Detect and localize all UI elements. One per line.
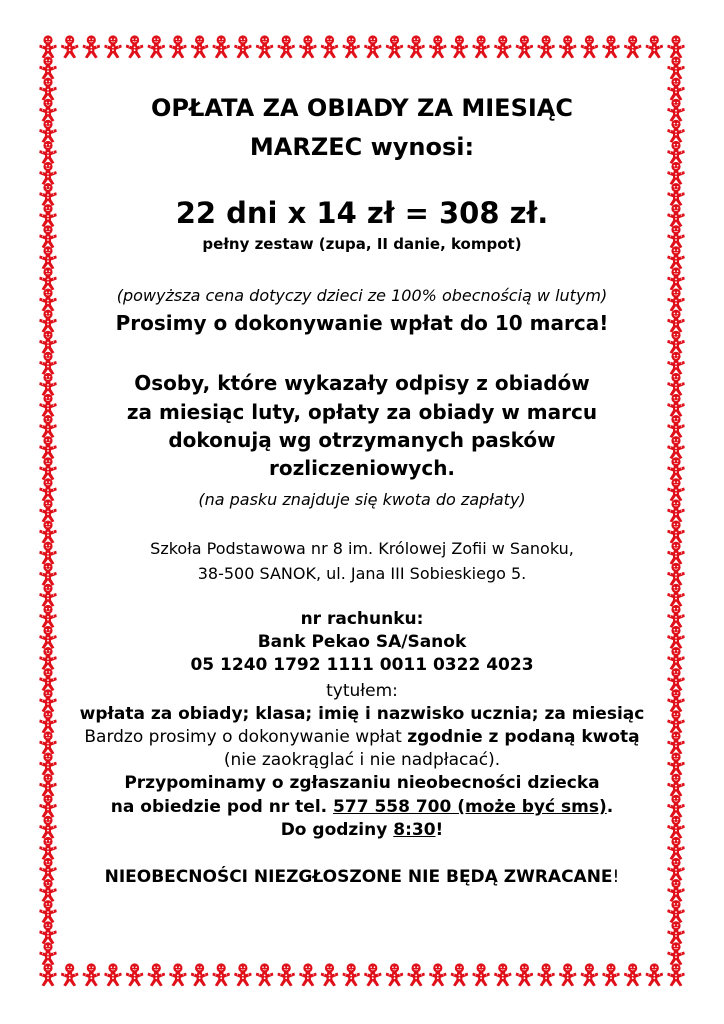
gingerbread-figure-icon — [39, 753, 57, 776]
gingerbread-figure-icon — [39, 563, 57, 586]
hour-prefix: Do godziny — [280, 820, 394, 840]
gingerbread-figure-icon — [39, 626, 57, 649]
gingerbread-figure-icon — [667, 731, 685, 754]
absence-line2-suffix: . — [606, 797, 614, 817]
strip-note: (na pasku znajduje się kwota do zapłaty) — [198, 490, 526, 509]
gingerbread-figure-icon — [39, 478, 57, 501]
gingerbread-figure-icon — [667, 394, 685, 417]
amount-request — [66, 729, 658, 746]
gingerbread-figure-icon — [494, 963, 512, 986]
gingerbread-figure-icon — [39, 584, 57, 607]
gingerbread-figure-icon — [39, 647, 57, 670]
gingerbread-figure-icon — [646, 35, 664, 58]
gingerbread-figure-icon — [39, 668, 57, 691]
gingerbread-figure-icon — [39, 99, 57, 122]
gingerbread-figure-icon — [667, 289, 685, 312]
gingerbread-figure-icon — [364, 35, 382, 58]
account-number: 05 1240 1792 1111 0011 0322 4023 — [190, 655, 534, 675]
gingerbread-figure-icon — [667, 162, 685, 185]
deductions-line2: za miesiąc luty, opłaty za obiady w marcu — [126, 400, 598, 424]
gingerbread-figure-icon — [667, 795, 685, 818]
gingerbread-figure-icon — [234, 963, 252, 986]
gingerbread-figure-icon — [386, 963, 404, 986]
gingerbread-figure-icon — [667, 816, 685, 839]
gingerbread-figure-icon — [646, 963, 664, 986]
gingerbread-figure-icon — [83, 35, 101, 58]
deductions-line1: Osoby, które wykazały odpisy z obiadów — [134, 371, 590, 395]
gingerbread-figure-icon — [667, 626, 685, 649]
gingerbread-figure-icon — [39, 141, 57, 164]
gingerbread-figure-icon — [407, 963, 425, 986]
gingerbread-figure-icon — [667, 521, 685, 544]
non-refund-warning — [66, 869, 658, 886]
gingerbread-figure-icon — [559, 963, 577, 986]
gingerbread-figure-icon — [667, 542, 685, 565]
gingerbread-figure-icon — [667, 774, 685, 797]
gingerbread-figure-icon — [667, 710, 685, 733]
gingerbread-figure-icon — [39, 183, 57, 206]
gingerbread-figure-icon — [212, 963, 230, 986]
gingerbread-figure-icon — [39, 35, 57, 58]
gingerbread-figure-icon — [104, 963, 122, 986]
school-address-line1: Szkoła Podstawowa nr 8 im. Królowej Zofii w Sanoku, — [150, 539, 574, 558]
gingerbread-figure-icon — [277, 35, 295, 58]
notice-title-line2: MARZEC wynosi: — [249, 133, 475, 161]
notice-title-line1: OPŁATA ZA OBIADY ZA MIESIĄC — [151, 94, 573, 122]
gingerbread-figure-icon — [234, 35, 252, 58]
gingerbread-figure-icon — [39, 204, 57, 227]
gingerbread-figure-icon — [386, 35, 404, 58]
gingerbread-figure-icon — [667, 183, 685, 206]
warning-mark: ! — [612, 867, 620, 887]
gingerbread-figure-icon — [212, 35, 230, 58]
gingerbread-figure-icon — [472, 35, 490, 58]
gingerbread-figure-icon — [39, 436, 57, 459]
bank-name: Bank Pekao SA/Sanok — [257, 632, 467, 652]
gingerbread-figure-icon — [39, 246, 57, 269]
gingerbread-figure-icon — [39, 942, 57, 965]
gingerbread-figure-icon — [277, 963, 295, 986]
gingerbread-figure-icon — [39, 267, 57, 290]
gingerbread-figure-icon — [39, 858, 57, 881]
gingerbread-figure-icon — [39, 689, 57, 712]
gingerbread-figure-icon — [516, 963, 534, 986]
gingerbread-figure-icon — [342, 35, 360, 58]
account-label: nr rachunku: — [300, 609, 424, 629]
gingerbread-figure-icon — [39, 521, 57, 544]
gingerbread-figure-icon — [667, 246, 685, 269]
gingerbread-figure-icon — [39, 710, 57, 733]
gingerbread-figure-icon — [667, 436, 685, 459]
gingerbread-figure-icon — [39, 795, 57, 818]
phone-number: 577 558 700 (może być sms) — [333, 797, 607, 817]
gingerbread-figure-icon — [516, 35, 534, 58]
gingerbread-figure-icon — [256, 963, 274, 986]
gingerbread-figure-icon — [667, 963, 685, 986]
transfer-title: wpłata za obiady; klasa; imię i nazwisko ucznia; za miesiąc — [79, 704, 645, 724]
hour-suffix: ! — [435, 820, 444, 840]
gingerbread-figure-icon — [299, 35, 317, 58]
gingerbread-figure-icon — [256, 35, 274, 58]
gingerbread-figure-icon — [39, 457, 57, 480]
gingerbread-figure-icon — [624, 963, 642, 986]
gingerbread-figure-icon — [667, 141, 685, 164]
gingerbread-figure-icon — [494, 35, 512, 58]
gingerbread-figure-icon — [39, 78, 57, 101]
gingerbread-figure-icon — [39, 774, 57, 797]
title-label: tytułem: — [326, 681, 398, 701]
gingerbread-figure-icon — [39, 331, 57, 354]
gingerbread-figure-icon — [39, 900, 57, 923]
gingerbread-figure-icon — [321, 963, 339, 986]
gingerbread-figure-icon — [39, 605, 57, 628]
gingerbread-figure-icon — [667, 310, 685, 333]
gingerbread-figure-icon — [39, 837, 57, 860]
amount-request-note: (nie zaokrąglać i nie nadpłacać). — [223, 750, 501, 770]
gingerbread-figure-icon — [39, 120, 57, 143]
absence-line2-prefix: na obiedzie pod nr tel. — [110, 797, 334, 817]
deductions-line4: rozliczeniowych. — [268, 456, 456, 480]
gingerbread-figure-icon — [104, 35, 122, 58]
gingerbread-figure-icon — [407, 35, 425, 58]
payment-deadline: Prosimy o dokonywanie wpłat do 10 marca! — [115, 311, 609, 335]
gingerbread-figure-icon — [667, 921, 685, 944]
gingerbread-figure-icon — [667, 584, 685, 607]
gingerbread-figure-icon — [61, 35, 79, 58]
gingerbread-figure-icon — [61, 963, 79, 986]
gingerbread-figure-icon — [667, 457, 685, 480]
gingerbread-figure-icon — [39, 289, 57, 312]
gingerbread-figure-icon — [39, 352, 57, 375]
gingerbread-figure-icon — [342, 963, 360, 986]
gingerbread-figure-icon — [667, 204, 685, 227]
gingerbread-figure-icon — [169, 35, 187, 58]
gingerbread-figure-icon — [39, 963, 57, 986]
gingerbread-figure-icon — [667, 78, 685, 101]
gingerbread-figure-icon — [667, 99, 685, 122]
gingerbread-figure-icon — [364, 963, 382, 986]
gingerbread-figure-icon — [39, 879, 57, 902]
gingerbread-figure-icon — [581, 963, 599, 986]
gingerbread-figure-icon — [39, 225, 57, 248]
school-address-line2: 38-500 SANOK, ul. Jana III Sobieskiego 5. — [197, 564, 527, 583]
gingerbread-figure-icon — [429, 963, 447, 986]
absence-line2 — [66, 799, 658, 816]
gingerbread-figure-icon — [667, 563, 685, 586]
set-description: pełny zestaw (zupa, II danie, kompot) — [202, 235, 522, 253]
gingerbread-figure-icon — [667, 858, 685, 881]
gingerbread-figure-icon — [667, 668, 685, 691]
gingerbread-figure-icon — [602, 35, 620, 58]
gingerbread-figure-icon — [429, 35, 447, 58]
gingerbread-figure-icon — [667, 879, 685, 902]
gingerbread-figure-icon — [667, 942, 685, 965]
gingerbread-figure-icon — [667, 373, 685, 396]
gingerbread-figure-icon — [537, 963, 555, 986]
gingerbread-figure-icon — [667, 120, 685, 143]
gingerbread-figure-icon — [667, 900, 685, 923]
gingerbread-figure-icon — [667, 647, 685, 670]
gingerbread-figure-icon — [39, 499, 57, 522]
gingerbread-figure-icon — [39, 542, 57, 565]
gingerbread-figure-icon — [602, 963, 620, 986]
hour-value: 8:30 — [393, 820, 436, 840]
gingerbread-figure-icon — [39, 394, 57, 417]
gingerbread-figure-icon — [191, 35, 209, 58]
gingerbread-figure-icon — [537, 35, 555, 58]
gingerbread-figure-icon — [559, 35, 577, 58]
gingerbread-figure-icon — [667, 225, 685, 248]
gingerbread-figure-icon — [126, 963, 144, 986]
gingerbread-figure-icon — [39, 731, 57, 754]
gingerbread-figure-icon — [667, 478, 685, 501]
gingerbread-figure-icon — [667, 499, 685, 522]
gingerbread-figure-icon — [126, 35, 144, 58]
gingerbread-figure-icon — [191, 963, 209, 986]
amount-request-bold: zgodnie z podaną kwotą — [407, 727, 640, 747]
gingerbread-figure-icon — [148, 963, 166, 986]
gingerbread-figure-icon — [667, 837, 685, 860]
amount-request-prefix: Bardzo prosimy o dokonywanie wpłat — [84, 727, 408, 747]
gingerbread-figure-icon — [624, 35, 642, 58]
gingerbread-figure-icon — [321, 35, 339, 58]
price-note: (powyższa cena dotyczy dzieci ze 100% obecnością w lutym) — [116, 286, 608, 305]
gingerbread-figure-icon — [451, 35, 469, 58]
gingerbread-figure-icon — [451, 963, 469, 986]
gingerbread-figure-icon — [39, 57, 57, 80]
gingerbread-figure-icon — [39, 162, 57, 185]
gingerbread-figure-icon — [581, 35, 599, 58]
gingerbread-figure-icon — [667, 352, 685, 375]
gingerbread-figure-icon — [39, 373, 57, 396]
gingerbread-figure-icon — [83, 963, 101, 986]
absence-line1: Przypominamy o zgłaszaniu nieobecności dziecka — [124, 773, 600, 793]
deductions-line3: dokonują wg otrzymanych pasków — [168, 428, 556, 452]
gingerbread-figure-icon — [667, 753, 685, 776]
gingerbread-figure-icon — [667, 415, 685, 438]
price-formula: 22 dni x 14 zł = 308 zł. — [175, 196, 549, 230]
gingerbread-figure-icon — [39, 310, 57, 333]
gingerbread-figure-icon — [667, 267, 685, 290]
gingerbread-figure-icon — [472, 963, 490, 986]
gingerbread-figure-icon — [667, 605, 685, 628]
hour-line — [66, 822, 658, 839]
gingerbread-figure-icon — [39, 415, 57, 438]
gingerbread-figure-icon — [299, 963, 317, 986]
warning-text: NIEOBECNOŚCI NIEZGŁOSZONE NIE BĘDĄ ZWRACANE — [104, 867, 613, 887]
gingerbread-figure-icon — [39, 816, 57, 839]
gingerbread-figure-icon — [667, 689, 685, 712]
gingerbread-figure-icon — [667, 331, 685, 354]
gingerbread-figure-icon — [169, 963, 187, 986]
gingerbread-figure-icon — [148, 35, 166, 58]
gingerbread-figure-icon — [39, 921, 57, 944]
gingerbread-figure-icon — [667, 57, 685, 80]
gingerbread-figure-icon — [667, 35, 685, 58]
